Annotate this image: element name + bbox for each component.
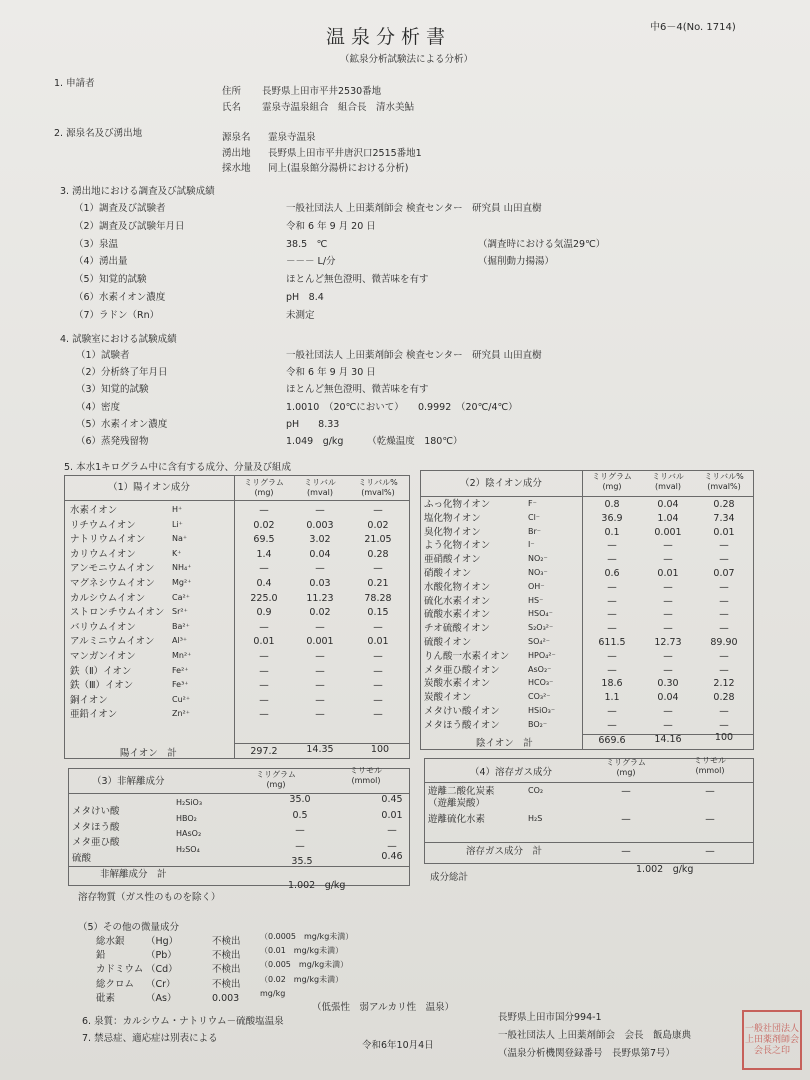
grand-total-label: 成分総計	[430, 872, 469, 883]
nondiss-mg: 35.0	[289, 794, 311, 805]
cation-symbol: H⁺	[172, 505, 183, 514]
anion-mg: 611.5	[598, 637, 626, 648]
anion-symbol: SO₄²⁻	[528, 637, 551, 646]
cation-divider	[234, 475, 235, 758]
nondiss-col-mmol: ミリモル (mmol)	[350, 766, 382, 785]
s2-sample: 同上(温泉館分湯枡における分析)	[268, 163, 409, 174]
cation-name: マグネシウムイオン	[70, 578, 155, 589]
cation-pct: —	[373, 665, 383, 677]
anion-mval: —	[663, 581, 673, 593]
cation-pct: —	[373, 505, 383, 516]
grand-total-value: 1.002 g/kg	[636, 864, 694, 875]
anion-name: メタけい酸イオン	[424, 706, 500, 717]
s4-row-value: 令和 6 年 9 月 30 日	[286, 367, 376, 379]
trace-symbol: （Cr）	[146, 978, 176, 990]
cation-mval: 0.003	[306, 519, 334, 531]
s2-sample-label: 採水地	[222, 163, 251, 174]
nondiss-name: 硫酸	[72, 852, 92, 864]
nondiss-mg: —	[295, 840, 305, 852]
s2-loc: 長野県上田市平井唐沢口2515番地1	[268, 148, 422, 159]
nondiss-symbol: HAsO₂	[176, 829, 202, 838]
trace-symbol: （As）	[146, 992, 177, 1004]
anion-name: 硫酸イオン	[424, 637, 472, 648]
nondiss-symbol: HBO₂	[176, 813, 197, 823]
cation-mval: 3.02	[309, 534, 331, 546]
anion-symbol: OH⁻	[528, 581, 545, 591]
anion-total-mval: 14.16	[654, 734, 682, 745]
cation-symbol: Al³⁺	[172, 636, 188, 646]
trace-name: 総水銀	[96, 936, 125, 947]
anion-divider	[582, 470, 583, 749]
gas-header-rule	[424, 782, 753, 783]
nondiss-mg: 0.5	[292, 809, 308, 821]
cation-pct: 0.01	[367, 636, 389, 648]
anion-mg: —	[607, 554, 617, 566]
anion-name: りん酸一水素イオン	[424, 650, 510, 662]
cation-name: カリウムイオン	[70, 548, 136, 560]
trace-limit: （0.02 mg/kg未満）	[260, 974, 344, 984]
anion-name: 水酸化物イオン	[424, 581, 491, 593]
cation-mval: —	[315, 651, 325, 662]
s7-heading: 7. 禁忌症、適応症は別表による	[82, 1033, 218, 1044]
anion-pct: —	[719, 595, 729, 607]
anion-name: 硝酸イオン	[424, 568, 472, 579]
cation-mg: —	[259, 665, 269, 677]
issuer-registration: （温泉分析機関登録番号 長野県第7号）	[498, 1048, 676, 1059]
cation-mval: —	[315, 505, 325, 516]
anion-mval: —	[663, 664, 673, 676]
trace-result: 不検出	[212, 936, 241, 947]
s4-row-label: （1）試験者	[76, 350, 130, 361]
cation-symbol: Fe³⁺	[172, 680, 189, 690]
cation-pct: 0.28	[367, 548, 389, 560]
s3-row-label: （7）ラドン（Rn）	[74, 309, 160, 321]
anion-pct: 0.28	[713, 499, 735, 510]
anion-symbol: CO₃²⁻	[528, 692, 551, 702]
s6-heading: 6. 泉質：カルシウム・ナトリウム－硫酸塩温泉	[82, 1016, 284, 1027]
cation-mg: —	[259, 621, 269, 633]
cation-mg: —	[259, 680, 269, 692]
anion-mg: 1.1	[604, 692, 620, 704]
trace-limit: （0.01 mg/kg未満）	[260, 946, 344, 956]
cation-mg: 0.02	[253, 519, 275, 531]
cation-symbol: Ba²⁺	[172, 621, 190, 631]
anion-symbol: HPO₄²⁻	[528, 650, 556, 660]
cation-total-pct: 100	[370, 744, 390, 755]
s4-heading: 4. 試験室における試験成績	[60, 334, 177, 345]
anion-mval: 0.04	[657, 499, 679, 510]
cation-name: カルシウムイオン	[70, 592, 146, 604]
anion-symbol: F⁻	[528, 499, 537, 508]
cation-mval: 0.02	[309, 607, 331, 619]
anion-mg: —	[607, 595, 617, 607]
cation-mg: —	[259, 505, 269, 516]
cation-mg: 0.4	[256, 578, 272, 589]
cation-name: 水素イオン	[70, 505, 118, 516]
solutes-label: 溶存物質（ガス性のものを除く）	[78, 892, 221, 903]
anion-mval: —	[663, 595, 673, 607]
cation-pct: 0.21	[367, 578, 389, 589]
trace-name: カドミウム	[96, 964, 144, 976]
cation-total-mg: 297.2	[250, 746, 278, 757]
cation-symbol: K⁺	[172, 548, 182, 558]
gas-heading: （4）溶存ガス成分	[470, 767, 553, 778]
anion-mval: —	[663, 623, 673, 635]
anion-pct: 2.12	[713, 678, 735, 690]
anion-mval: —	[663, 706, 673, 717]
anion-pct: —	[719, 623, 729, 635]
s3-heading: 3. 湧出地における調査及び試験成績	[60, 186, 215, 197]
document-title: 温泉分析書	[326, 26, 452, 48]
cation-mg: 69.5	[253, 534, 275, 546]
anion-mg: 0.6	[604, 568, 620, 579]
anion-symbol: Cl⁻	[528, 512, 541, 522]
cation-pct: —	[373, 563, 383, 575]
anion-pct: —	[719, 650, 729, 662]
s3-row-value: 一般社団法人 上田薬剤師会 検査センター 研究員 山田直樹	[286, 203, 542, 214]
anion-pct: —	[719, 581, 729, 593]
cation-col-mg: ミリグラム (mg)	[244, 478, 284, 497]
gas-mmol: —	[705, 814, 715, 825]
cation-mval: 0.04	[309, 548, 331, 560]
cation-name: バリウムイオン	[70, 621, 136, 633]
s3-row-label: （4）湧出量	[74, 256, 128, 268]
anion-symbol: I⁻	[528, 540, 535, 550]
cation-pct: —	[373, 694, 383, 706]
gas-mg: —	[621, 814, 631, 825]
anion-name: 硫酸水素イオン	[424, 609, 491, 621]
issuer-address: 長野県上田市国分994-1	[498, 1012, 602, 1023]
s4-row-value: ほとんど無色澄明、微苦味を有す	[286, 384, 429, 396]
anion-mg: 36.9	[601, 512, 623, 524]
cation-mval: 11.23	[306, 592, 334, 604]
trace-name: 総クロム	[96, 978, 135, 990]
nondiss-mmol: —	[387, 825, 397, 836]
cation-mval: —	[315, 665, 325, 677]
solutes-value: 1.002 g/kg	[288, 880, 346, 891]
cation-symbol: Cu²⁺	[172, 694, 191, 704]
cation-symbol: Mg²⁺	[172, 578, 192, 587]
trace-name: 砒素	[96, 992, 116, 1004]
cation-symbol: Ca²⁺	[172, 592, 190, 602]
s4-row-label: （2）分析終了年月日	[76, 367, 168, 379]
anion-pct: 7.34	[713, 512, 735, 524]
cation-mval: 0.03	[309, 578, 331, 589]
anion-symbol: HSiO₃⁻	[528, 706, 556, 715]
anion-heading: （2）陰イオン成分	[460, 478, 542, 489]
doc-number: 中6－4(No. 1714)	[650, 22, 736, 33]
gas-mg: —	[621, 786, 631, 797]
issue-date: 令和6年10月4日	[362, 1040, 434, 1051]
s3-row-value: 令和 6 年 9 月 20 日	[286, 220, 376, 232]
nondiss-symbol: H₂SO₄	[176, 844, 200, 854]
s6-note: （低張性 弱アルカリ性 温泉）	[312, 1002, 455, 1013]
s2-heading: 2. 源泉名及び湧出地	[54, 128, 143, 139]
cation-mg: 225.0	[250, 592, 278, 604]
gas-name: 遊離硫化水素	[428, 814, 486, 825]
anion-header-rule	[420, 496, 753, 497]
anion-mg: —	[607, 664, 617, 676]
gas-col-mg: ミリグラム (mg)	[606, 758, 646, 777]
anion-name: チオ硫酸イオン	[424, 623, 491, 635]
anion-pct: 0.28	[713, 692, 735, 704]
cation-name: マンガンイオン	[70, 651, 136, 662]
s3-row-value: －－－ L/分	[286, 256, 336, 268]
s1-addr: 長野県上田市平井2530番地	[262, 86, 382, 97]
cation-pct: —	[373, 621, 383, 633]
anion-col-pct: ミリバル% (mval%)	[704, 472, 744, 491]
s2-src-label: 源泉名	[222, 132, 251, 143]
s1-addr-label: 住所	[222, 86, 242, 97]
anion-mg: 0.8	[604, 499, 620, 510]
anion-mval: 0.30	[657, 678, 679, 690]
anion-symbol: HS⁻	[528, 595, 544, 605]
trace-result: 不検出	[212, 950, 241, 962]
cation-symbol: Mn²⁺	[172, 651, 192, 660]
anion-mg: 0.1	[604, 526, 620, 538]
cation-name: ナトリウムイオン	[70, 534, 146, 546]
trace-symbol: （Cd）	[146, 964, 178, 976]
cation-mg: 0.9	[256, 607, 272, 619]
anion-pct: 0.01	[713, 526, 735, 538]
trace-limit: mg/kg	[260, 988, 286, 998]
cation-mg: —	[259, 694, 269, 706]
anion-pct: —	[719, 664, 729, 676]
anion-mval: —	[663, 719, 673, 731]
trace-symbol: （Hg）	[146, 936, 179, 947]
cation-name: 亜鉛イオン	[70, 709, 118, 721]
nondiss-total-label: 非解離成分 計	[100, 869, 167, 880]
anion-symbol: AsO₂⁻	[528, 664, 552, 674]
cation-pct: —	[373, 680, 383, 692]
s4-row-value: pH 8.33	[286, 418, 340, 430]
anion-col-mval: ミリバル (mval)	[652, 472, 684, 491]
s4-row-label: （5）水素イオン濃度	[76, 418, 168, 430]
s1-name-label: 氏名	[222, 102, 242, 113]
cation-symbol: Zn²⁺	[172, 709, 190, 719]
anion-symbol: NO₃⁻	[528, 568, 548, 577]
gas-symbol: CO₂	[528, 786, 544, 795]
s3-row-label: （2）調査及び試験年月日	[74, 220, 185, 232]
issuer-name: 一般社団法人 上田薬剤師会 会長 飯島康典	[498, 1030, 692, 1041]
s3-row-value: ほとんど無色澄明、微苦味を有す	[286, 274, 429, 286]
s3-row-value: 38.5 ℃	[286, 238, 328, 250]
anion-name: 塩化物イオン	[424, 512, 481, 524]
nondiss-name: メタ亜ひ酸	[72, 837, 120, 848]
trace-heading: （5）その他の微量成分	[78, 922, 180, 933]
gas-total-mg: —	[621, 846, 631, 857]
anion-mg: —	[607, 581, 617, 593]
gas-col-mmol: ミリモル (mmol)	[694, 756, 726, 775]
trace-result: 不検出	[212, 978, 241, 990]
cation-col-mval: ミリバル (mval)	[304, 478, 336, 497]
s4-row-value: 1.0010 （20℃において） 0.9992 （20℃/4℃）	[286, 401, 518, 413]
s3-row-label: （6）水素イオン濃度	[74, 292, 166, 303]
document-subtitle: （鉱泉分析試験法による分析）	[340, 54, 474, 65]
anion-mg: —	[607, 623, 617, 635]
cation-pct: 78.28	[364, 592, 392, 604]
trace-symbol: （Pb）	[146, 950, 177, 962]
anion-name: メタほう酸イオン	[424, 719, 500, 731]
anion-mval: —	[663, 554, 673, 566]
anion-total-mg: 669.6	[598, 735, 626, 746]
anion-name: メタ亜ひ酸イオン	[424, 664, 500, 676]
cation-symbol: NH₄⁺	[172, 563, 192, 573]
s1-heading: 1. 申請者	[54, 78, 95, 89]
s5-heading: 5. 本水1キログラム中に含有する成分、分量及び組成	[64, 462, 292, 473]
cation-pct: 21.05	[364, 534, 392, 546]
anion-name: よう化物イオン	[424, 540, 491, 552]
s4-row-label: （4）密度	[76, 401, 121, 413]
cation-heading: （1）陽イオン成分	[108, 482, 190, 493]
cation-mval: —	[315, 680, 325, 692]
anion-symbol: NO₂⁻	[528, 554, 548, 564]
s1-name: 霊泉寺温泉組合 組合長 清水美鮎	[262, 102, 415, 113]
cation-pct: 0.02	[367, 519, 389, 531]
gas-name: 遊離二酸化炭素 （遊離炭酸）	[428, 786, 495, 809]
cation-mg: 1.4	[256, 548, 272, 560]
gas-total-rule	[424, 842, 753, 843]
anion-total-pct: 100	[714, 732, 734, 743]
cation-mval: 0.001	[306, 636, 334, 648]
cation-name: アルミニウムイオン	[70, 636, 155, 648]
s3-row-label: （5）知覚的試験	[74, 274, 147, 286]
anion-mg: —	[607, 650, 617, 662]
cation-mg: —	[259, 651, 269, 662]
anion-mg: —	[607, 719, 617, 731]
cation-name: 銅イオン	[70, 694, 108, 706]
anion-symbol: HCO₃⁻	[528, 678, 554, 688]
s3-row-value: 未測定	[286, 309, 315, 321]
cation-mg: —	[259, 709, 269, 721]
gas-total-label: 溶存ガス成分 計	[466, 846, 543, 857]
anion-mval: 12.73	[654, 637, 682, 648]
cation-symbol: Fe²⁺	[172, 665, 189, 675]
anion-mval: 1.04	[657, 512, 679, 524]
s3-row-value: pH 8.4	[286, 292, 324, 303]
anion-mg: 18.6	[601, 678, 623, 690]
nondiss-name: メタほう酸	[72, 821, 120, 833]
anion-mval: —	[663, 650, 673, 662]
trace-limit: （0.0005 mg/kg未満）	[260, 932, 354, 941]
cation-symbol: Na⁺	[172, 534, 188, 544]
nondiss-symbol: H₂SiO₃	[176, 798, 203, 807]
nondiss-name: メタけい酸	[72, 806, 120, 817]
s4-row-label: （3）知覚的試験	[76, 384, 149, 396]
s3-row-label: （3）泉温	[74, 238, 119, 250]
gas-mmol: —	[705, 786, 715, 797]
anion-pct: —	[719, 609, 729, 621]
cation-name: 鉄（Ⅲ）イオン	[70, 680, 134, 692]
trace-name: 鉛	[96, 950, 106, 962]
cation-total-label: 陽イオン 計	[120, 748, 177, 759]
cation-mval: —	[315, 621, 325, 633]
cation-mval: —	[315, 694, 325, 706]
anion-mg: —	[607, 609, 617, 621]
nondiss-heading: （3）非解離成分	[92, 776, 165, 787]
s4-row-value: 1.049 g/kg （乾燥温度 180℃）	[286, 436, 463, 447]
cation-mval: —	[315, 563, 325, 575]
nondiss-mmol: 0.01	[381, 809, 403, 821]
nondiss-col-mg: ミリグラム (mg)	[256, 770, 296, 789]
nondiss-total-rule	[68, 866, 409, 867]
nondiss-header-rule	[68, 793, 409, 794]
anion-mval: —	[663, 540, 673, 552]
nondiss-mmol: 0.45	[381, 794, 403, 805]
s2-loc-label: 湧出地	[222, 148, 251, 159]
nondiss-mmol: —	[387, 840, 397, 852]
official-seal: 一般社団法人上田薬剤師会会長之印	[742, 1010, 802, 1070]
s2-src: 霊泉寺温泉	[268, 132, 316, 143]
s4-row-value: 一般社団法人 上田薬剤師会 検査センター 研究員 山田直樹	[286, 350, 542, 361]
cation-pct: 0.15	[367, 607, 389, 619]
anion-symbol: Br⁻	[528, 526, 541, 536]
nondiss-mg: —	[295, 825, 305, 836]
cation-col-pct: ミリバル% (mval%)	[358, 478, 398, 497]
s4-row-label: （6）蒸発残留物	[76, 436, 149, 447]
s3-row-label: （1）調査及び試験者	[74, 203, 166, 214]
anion-name: 亜硝酸イオン	[424, 554, 481, 566]
anion-mg: —	[607, 706, 617, 717]
anion-name: 硫化水素イオン	[424, 595, 491, 607]
anion-symbol: S₂O₃²⁻	[528, 623, 554, 633]
anion-mval: 0.04	[657, 692, 679, 704]
cation-name: リチウムイオン	[70, 519, 136, 531]
anion-mg: —	[607, 540, 617, 552]
anion-name: ふっ化物イオン	[424, 499, 491, 510]
cation-name: ストロンチウムイオン	[70, 607, 165, 619]
anion-mval: —	[663, 609, 673, 621]
cation-mval: —	[315, 709, 325, 721]
anion-pct: —	[719, 540, 729, 552]
cation-symbol: Sr²⁺	[172, 607, 188, 617]
cation-pct: —	[373, 709, 383, 721]
cation-name: アンモニウムイオン	[70, 563, 155, 575]
anion-total-label: 陰イオン 計	[476, 738, 533, 749]
cation-total-mval: 14.35	[306, 744, 334, 755]
anion-name: 炭酸イオン	[424, 692, 472, 704]
trace-result: 0.003	[212, 992, 240, 1004]
anion-name: 炭酸水素イオン	[424, 678, 491, 690]
anion-pct: —	[719, 719, 729, 731]
anion-pct: 0.07	[713, 568, 735, 579]
cation-header-rule	[64, 500, 409, 501]
gas-symbol: H₂S	[528, 814, 543, 823]
nondiss-total-mg: 35.5	[291, 856, 313, 867]
nondiss-total-mmol: 0.46	[381, 851, 403, 862]
s3-row-note: （掘削動力揚湯）	[478, 256, 555, 268]
anion-pct: 89.90	[710, 637, 738, 648]
cation-pct: —	[373, 651, 383, 662]
cation-name: 鉄（Ⅱ）イオン	[70, 665, 132, 677]
anion-mval: 0.01	[657, 568, 679, 579]
anion-col-mg: ミリグラム (mg)	[592, 472, 632, 491]
trace-limit: （0.005 mg/kg未満）	[260, 960, 349, 970]
trace-result: 不検出	[212, 964, 241, 976]
s3-row-note: （調査時における気温29℃）	[478, 238, 606, 250]
anion-symbol: HSO₄⁻	[528, 609, 553, 619]
cation-symbol: Li⁺	[172, 519, 183, 529]
anion-mval: 0.001	[654, 526, 682, 538]
anion-name: 臭化物イオン	[424, 526, 481, 538]
cation-mg: —	[259, 563, 269, 575]
cation-mg: 0.01	[253, 636, 275, 648]
anion-symbol: BO₂⁻	[528, 719, 548, 729]
anion-pct: —	[719, 554, 729, 566]
anion-pct: —	[719, 706, 729, 717]
gas-total-mmol: —	[705, 846, 715, 857]
